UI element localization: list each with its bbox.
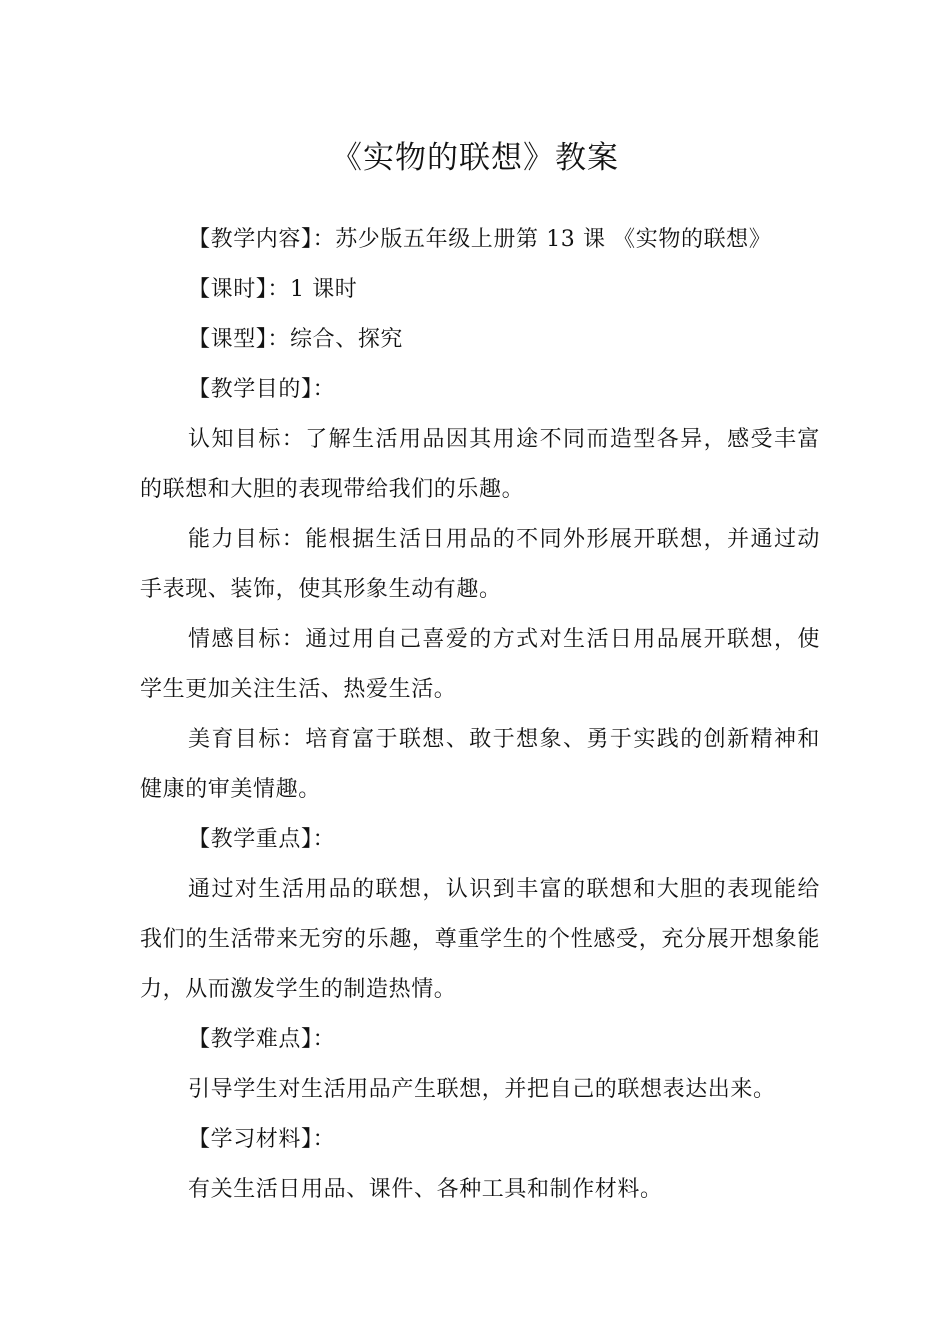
field-class-period (140, 265, 820, 315)
field-value: 综合、探究 (290, 327, 404, 352)
materials-text: 有关生活日用品、课件、各种工具和制作材料。 (188, 1177, 663, 1202)
field-class-type (140, 315, 820, 365)
section-key-points-heading: 【教学重点】： (188, 827, 336, 852)
field-teaching-content (140, 215, 820, 265)
field-value: 苏少版五年级上册第 13 课 《实物的联想》 (335, 227, 772, 252)
objective-emotional: 情感目标：通过用自己喜爱的方式对生活日用品展开联想，使学生更加关注生活、热爱生活。 (140, 627, 820, 702)
section-difficulties-heading: 【教学难点】： (188, 1027, 336, 1052)
field-label: 【课时】： (188, 277, 291, 302)
document-title: 《实物的联想》教案 (331, 140, 619, 176)
objective-cognitive: 认知目标：了解生活用品因其用途不同而造型各异，感受丰富的联想和大胆的表现带给我们的乐趣。 (140, 427, 820, 502)
field-value: 1 课时 (290, 277, 358, 302)
difficulties-text: 引导学生对生活用品产生联想，并把自己的联想表达出来。 (188, 1077, 776, 1102)
section-materials-heading: 【学习材料】： (188, 1127, 336, 1152)
objective-ability: 能力目标：能根据生活日用品的不同外形展开联想，并通过动手表现、装饰，使其形象生动有趣。 (140, 527, 820, 602)
field-label: 【课型】： (188, 327, 291, 352)
section-objectives-heading: 【教学目的】： (188, 377, 336, 402)
field-label: 【教学内容】： (188, 227, 336, 252)
document-body (140, 215, 820, 1215)
objective-aesthetic: 美育目标：培育富于联想、敢于想象、勇于实践的创新精神和健康的审美情趣。 (140, 727, 820, 802)
key-points-text: 通过对生活用品的联想，认识到丰富的联想和大胆的表现能给我们的生活带来无穷的乐趣，尊重学生的个性感受，充分展开想象能力，从而激发学生的制造热情。 (140, 877, 820, 1002)
